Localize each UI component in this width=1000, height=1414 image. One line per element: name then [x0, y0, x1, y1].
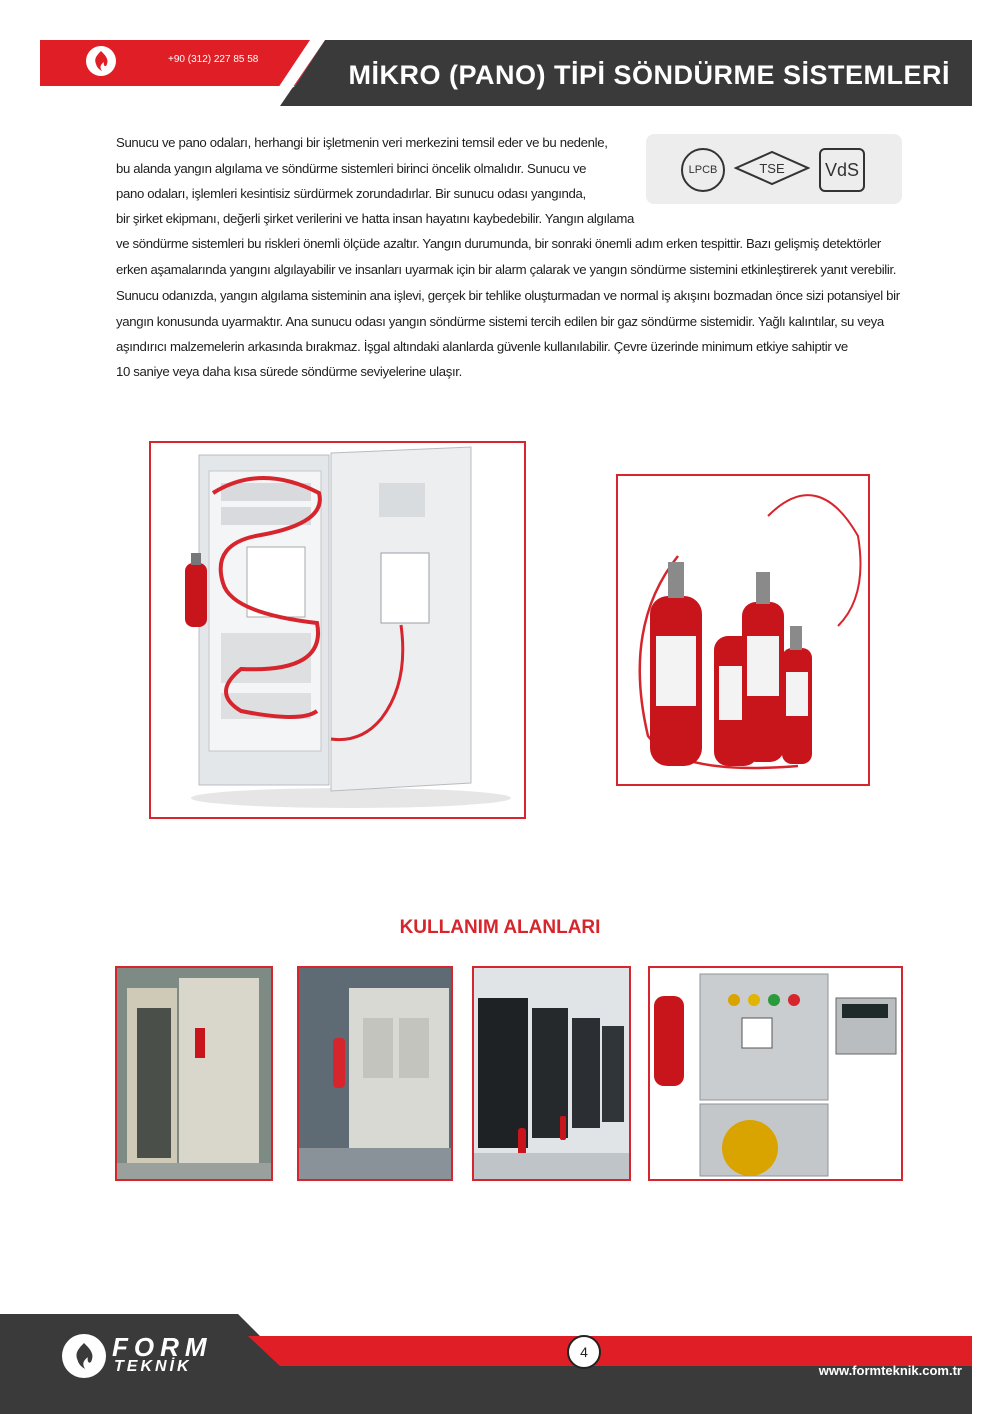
page-number: 4	[567, 1335, 601, 1369]
vds-logo: VdS	[819, 148, 865, 192]
brand-name-form: FORM	[112, 1332, 213, 1362]
tse-logo: TSE	[759, 161, 785, 176]
intro-line: aşındırıcı malzemelerin arkasında bırakmaz. İşgal altındaki alanlarda güvenle kullanılabilir. Çevre üzerinde minimum etkiye sahiptir ve	[116, 339, 848, 354]
intro-line: 10 saniye veya daha kısa sürede söndürme seviyelerine ulaşır.	[116, 364, 462, 379]
lpcb-logo: LPCB	[681, 148, 725, 192]
intro-line: Sunucu ve pano odaları, herhangi bir işletmenin veri merkezini temsil eder ve bu nedenle,	[116, 135, 608, 150]
intro-line: Sunucu odanızda, yangın algılama sisteminin ana işlevi, gerçek bir tehlike oluşturmadan ve normal iş akışını bozmadan önce sizi potansiyel bir	[116, 288, 900, 303]
photo-cabinet-system	[149, 441, 526, 819]
page-header	[40, 40, 972, 106]
intro-line: bu alanda yangın algılama ve söndürme sistemleri birinci öncelik olmalıdır. Sunucu ve	[116, 161, 587, 176]
tse-logo-shape	[734, 150, 810, 186]
intro-line: bir şirket ekipmanı, değerli şirket verilerini ve hatta insan hayatını kaybedebilir. Yangın algılama	[116, 211, 634, 226]
brand-flame-icon	[86, 46, 116, 76]
footer-flame-icon	[62, 1334, 106, 1378]
usage-photo-open-cabinet	[115, 966, 273, 1181]
page-footer	[0, 1314, 1000, 1414]
intro-line: pano odaları, işlemleri kesintisiz sürdürmek zorundadırlar. Bir sunucu odası yangında,	[116, 186, 586, 201]
page-title: MİKRO (PANO) TİPİ SÖNDÜRME SİSTEMLERİ	[348, 60, 950, 90]
intro-line: ve söndürme sistemleri bu riskleri önemli ölçüde azaltır. Yangın durumunda, bir sonraki önemli adım erken tespittir. Bazı gelişmiş detektörler	[116, 236, 881, 251]
usage-photo-control-panels	[297, 966, 453, 1181]
website-link[interactable]: www.formteknik.com.tr	[818, 1363, 962, 1378]
usage-photo-panel-extinguisher	[648, 966, 903, 1181]
certification-logos	[646, 134, 902, 204]
intro-line: erken aşamalarında yangını algılayabilir ve insanları uyarmak için bir alarm çalarak ve yangın söndürme sistemini etkinleştirerek yanıt verebilir.	[116, 262, 897, 277]
brand-name-teknik: TEKNİK	[114, 1358, 192, 1375]
usage-areas-title: KULLANIM ALANLARI	[399, 917, 601, 938]
header-phone: +90 (312) 227 85 58	[168, 54, 259, 65]
photo-extinguisher-cylinders	[616, 474, 870, 786]
intro-line: yangın konusunda uyarmaktır. Ana sunucu odası yangın söndürme sistemi tercih edilen bir gaz söndürme sistemidir. Yağlı kalıntılar, su veya	[116, 314, 884, 329]
usage-photo-server-row	[472, 966, 631, 1181]
